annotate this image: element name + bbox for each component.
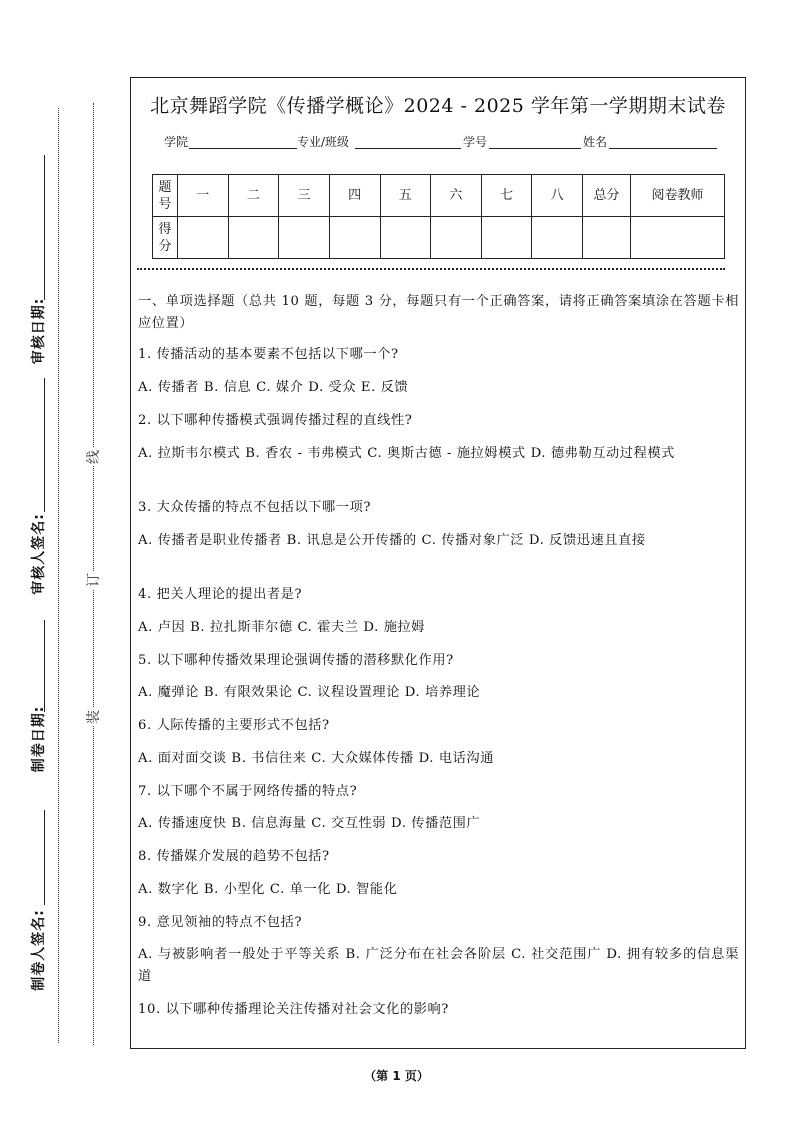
score-cell[interactable] [279,217,330,259]
question-text: 3. 大众传播的特点不包括以下哪一项? [138,500,372,515]
reviewer-sign-line [44,378,45,512]
outer-dotted-line [58,108,59,1043]
student-id-field[interactable] [489,148,581,149]
question-text: 1. 传播活动的基本要素不包括以下哪一个? [138,347,399,362]
question-text: 9. 意见领袖的特点不包括? [138,915,303,930]
question-text: 5. 以下哪种传播效果理论强调传播的潜移默化作用? [138,653,454,668]
maker-date-label: 制卷日期: [31,705,47,773]
question-options: A. 卢因 B. 拉扎斯菲尔德 C. 霍夫兰 D. 施拉姆 [138,620,426,635]
score-cell[interactable] [178,217,229,259]
question-options: A. 拉斯韦尔模式 B. 香农 - 韦弗模式 C. 奥斯古德 - 施拉姆模式 D. 德弗勒互动过程模式 [138,446,675,461]
col-6: 六 [431,175,482,217]
col-3: 三 [279,175,330,217]
reviewer-date-label: 审核日期: [31,297,47,365]
exam-frame [130,77,746,1049]
question-options: A. 与被影响者一般处于平等关系 B. 广泛分布在社会各阶层 C. 社交范围广 D. 拥有较多的信息渠道 [138,947,739,984]
college-label: 学院 [164,135,189,149]
question-text: 10. 以下哪种传播理论关注传播对社会文化的影响? [138,1002,449,1017]
score-table-header-row [153,175,725,217]
col-5: 五 [380,175,431,217]
score-header: 得分 [153,217,178,259]
score-cell-grader[interactable] [631,217,725,259]
question-text: 6. 人际传播的主要形式不包括? [138,718,330,733]
col-1: 一 [178,175,229,217]
name-field[interactable] [609,148,717,149]
score-table-score-row [153,217,725,259]
binding-line-text: 线 [83,448,103,466]
question-text: 2. 以下哪种传播模式强调传播过程的直线性? [138,413,413,428]
student-info-row [131,133,745,153]
reviewer-date-line [44,155,45,300]
question-number-header: 题号 [153,175,178,217]
question-text: 4. 把关人理论的提出者是? [138,587,303,602]
maker-sign-line [44,810,45,905]
dotted-separator [137,268,725,270]
college-field[interactable] [189,148,297,149]
section-heading: 一、单项选择题（总共 10 题，每题 3 分，每题只有一个正确答案，请将正确答案填涂在答题卡相应位置） [138,294,739,331]
maker-sign-label: 制卷人签名: [31,909,47,991]
student-id-label: 学号 [463,135,488,149]
question-options: A. 魔弹论 B. 有限效果论 C. 议程设置理论 D. 培养理论 [138,685,481,700]
score-cell[interactable] [228,217,279,259]
col-4: 四 [329,175,380,217]
score-table [152,174,725,259]
maker-date-line [44,620,45,712]
exam-title: 北京舞蹈学院《传播学概论》2024 - 2025 学年第一学期期末试卷 [150,95,726,117]
score-cell[interactable] [380,217,431,259]
col-total: 总分 [583,175,631,217]
question-options: A. 传播速度快 B. 信息海量 C. 交互性弱 D. 传播范围广 [138,816,481,831]
question-text: 7. 以下哪个不属于网络传播的特点? [138,784,358,799]
major-class-field[interactable] [355,148,461,149]
reviewer-sign-label: 审核人签名: [31,513,47,595]
binding-margin [0,0,125,1122]
score-cell[interactable] [481,217,532,259]
col-2: 二 [228,175,279,217]
question-text: 8. 传播媒介发展的趋势不包括? [138,849,330,864]
score-cell[interactable] [532,217,583,259]
question-options: A. 传播者是职业传播者 B. 讯息是公开传播的 C. 传播对象广泛 D. 反馈迅速且直接 [138,533,646,548]
binding-bind-text: 装 [83,708,103,726]
col-7: 七 [481,175,532,217]
question-options: A. 面对面交谈 B. 书信往来 C. 大众媒体传播 D. 电话沟通 [138,751,495,766]
question-options: A. 传播者 B. 信息 C. 媒介 D. 受众 E. 反馈 [138,380,409,395]
score-cell[interactable] [431,217,482,259]
page-number: （第 1 页） [364,1069,429,1083]
score-cell[interactable] [329,217,380,259]
question-options: A. 数字化 B. 小型化 C. 单一化 D. 智能化 [138,882,398,897]
score-cell-total[interactable] [583,217,631,259]
col-8: 八 [532,175,583,217]
col-grader: 阅卷教师 [631,175,725,217]
binding-staple-text: 订 [83,571,103,589]
name-label: 姓名 [583,135,608,149]
major-class-label: 专业/班级 [297,135,350,149]
